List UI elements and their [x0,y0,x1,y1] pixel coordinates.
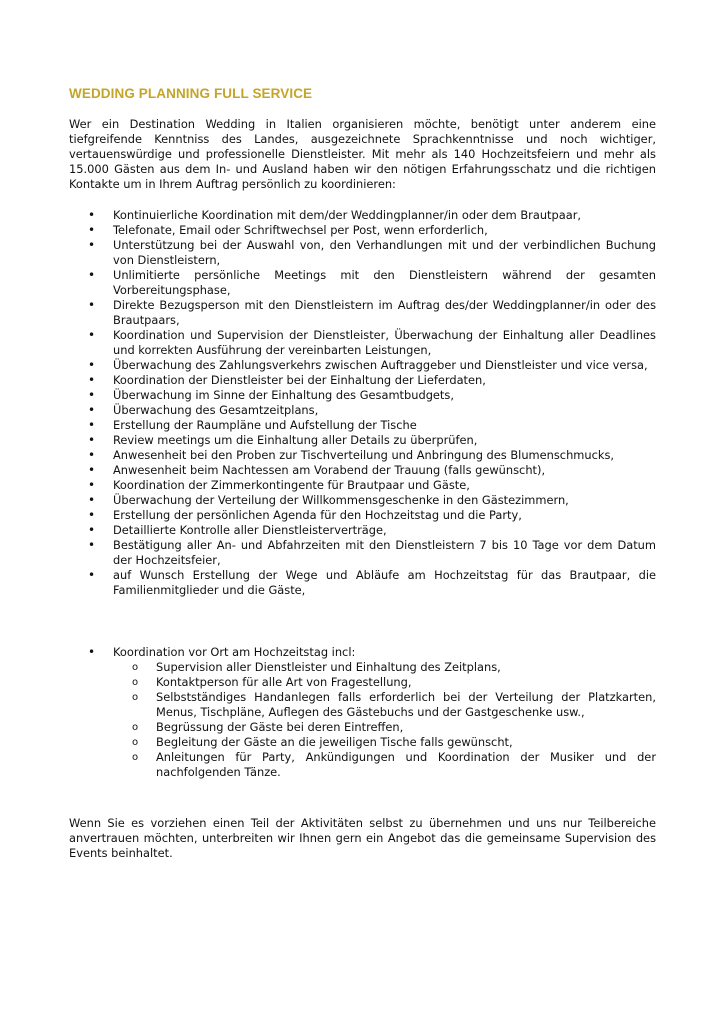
list-item: • Detaillierte Kontrolle aller Dienstleisterverträge, [69,523,656,538]
sub-list-item: o Selbstständiges Handanlegen falls erforderlich bei der Verteilung der Platzkarten, Menus, Tischpläne, Auflegen des Gästebuchs und der Gastgeschenke usw., [113,690,656,720]
sub-list-item: o Anleitungen für Party, Ankündigungen und Koordination der Musiker und der nachfolgenden Tänze. [113,750,656,780]
onsite-list [69,645,656,780]
sub-list-item: o Begleitung der Gäste an die jeweiligen Tische falls gewünscht, [113,735,656,750]
list-item: • Koordination der Dienstleister bei der Einhaltung der Lieferdaten, [69,373,656,388]
list-item: • Kontinuierliche Koordination mit dem/der Weddingplanner/in oder dem Brautpaar, [69,208,656,223]
list-item: • Telefonate, Email oder Schriftwechsel per Post, wenn erforderlich, [69,223,656,238]
sub-list-item: o Kontaktperson für alle Art von Fragestellung, [113,675,656,690]
onsite-sublist [113,660,656,780]
list-item: • Bestätigung aller An- und Abfahrzeiten mit den Dienstleistern 7 bis 10 Tage vor dem Datum der Hochzeitsfeier, [69,538,656,568]
onsite-coordination-item [69,645,656,780]
list-item: • Anwesenheit bei den Proben zur Tischverteilung und Anbringung des Blumenschmucks, [69,448,656,463]
list-item: • Erstellung der persönlichen Agenda für den Hochzeitstag und die Party, [69,508,656,523]
page-title: WEDDING PLANNING FULL SERVICE [69,86,313,101]
closing-paragraph: Wenn Sie es vorziehen einen Teil der Aktivitäten selbst zu übernehmen und uns nur Teilbereiche anvertrauen möchten, unterbreiten wir Ihnen gern ein Angebot das die gemeinsame Supervision des Events beinhaltet. [69,816,656,860]
list-item: • auf Wunsch Erstellung der Wege und Abläufe am Hochzeitstag für das Brautpaar, die Familienmitglieder und die Gäste, [69,568,656,598]
list-item: • Überwachung der Verteilung der Willkommensgeschenke in den Gästezimmern, [69,493,656,508]
list-item: • Überwachung im Sinne der Einhaltung des Gesamtbudgets, [69,388,656,403]
list-item: • Anwesenheit beim Nachtessen am Vorabend der Trauung (falls gewünscht), [69,463,656,478]
list-item: • Review meetings um die Einhaltung aller Details zu überprüfen, [69,433,656,448]
sub-list-item: o Supervision aller Dienstleister und Einhaltung des Zeitplans, [113,660,656,675]
list-item: • Direkte Bezugsperson mit den Dienstleistern im Auftrag des/der Weddingplanner/in oder des Brautpaars, [69,298,656,328]
onsite-label: Koordination vor Ort am Hochzeitstag incl: [113,645,356,659]
list-item: • Koordination und Supervision der Dienstleister, Überwachung der Einhaltung aller Deadlines und korrekten Ausführung der vereinbarten Leistungen, [69,328,656,358]
services-list [69,208,656,598]
list-item: • Erstellung der Raumpläne und Aufstellung der Tische [69,418,656,433]
list-item: • Überwachung des Zahlungsverkehrs zwischen Auftraggeber und Dienstleister und vice versa, [69,358,656,373]
list-item: • Unlimitierte persönliche Meetings mit den Dienstleistern während der gesamten Vorbereitungsphase, [69,268,656,298]
list-item: • Unterstützung bei der Auswahl von, den Verhandlungen mit und der verbindlichen Buchung von Dienstleistern, [69,238,656,268]
list-item: • Überwachung des Gesamtzeitplans, [69,403,656,418]
sub-list-item: o Begrüssung der Gäste bei deren Eintreffen, [113,720,656,735]
intro-paragraph: Wer ein Destination Wedding in Italien organisieren möchte, benötigt unter anderem eine tiefgreifende Kenntniss des Landes, ausgezeichnete Sprachkenntnisse und noch wichtiger, vertauenswürdige und professionelle Dienstleister. Mit mehr als 140 Hochzeitsfeiern und mehr als 15.000 Gästen aus dem In- und Ausland haben wir den nötigen Erfahrungsschatz und die richtigen Kontakte um in Ihrem Auftrag persönlich zu koordinieren: [69,117,656,191]
list-item: • Koordination der Zimmerkontingente für Brautpaar und Gäste, [69,478,656,493]
